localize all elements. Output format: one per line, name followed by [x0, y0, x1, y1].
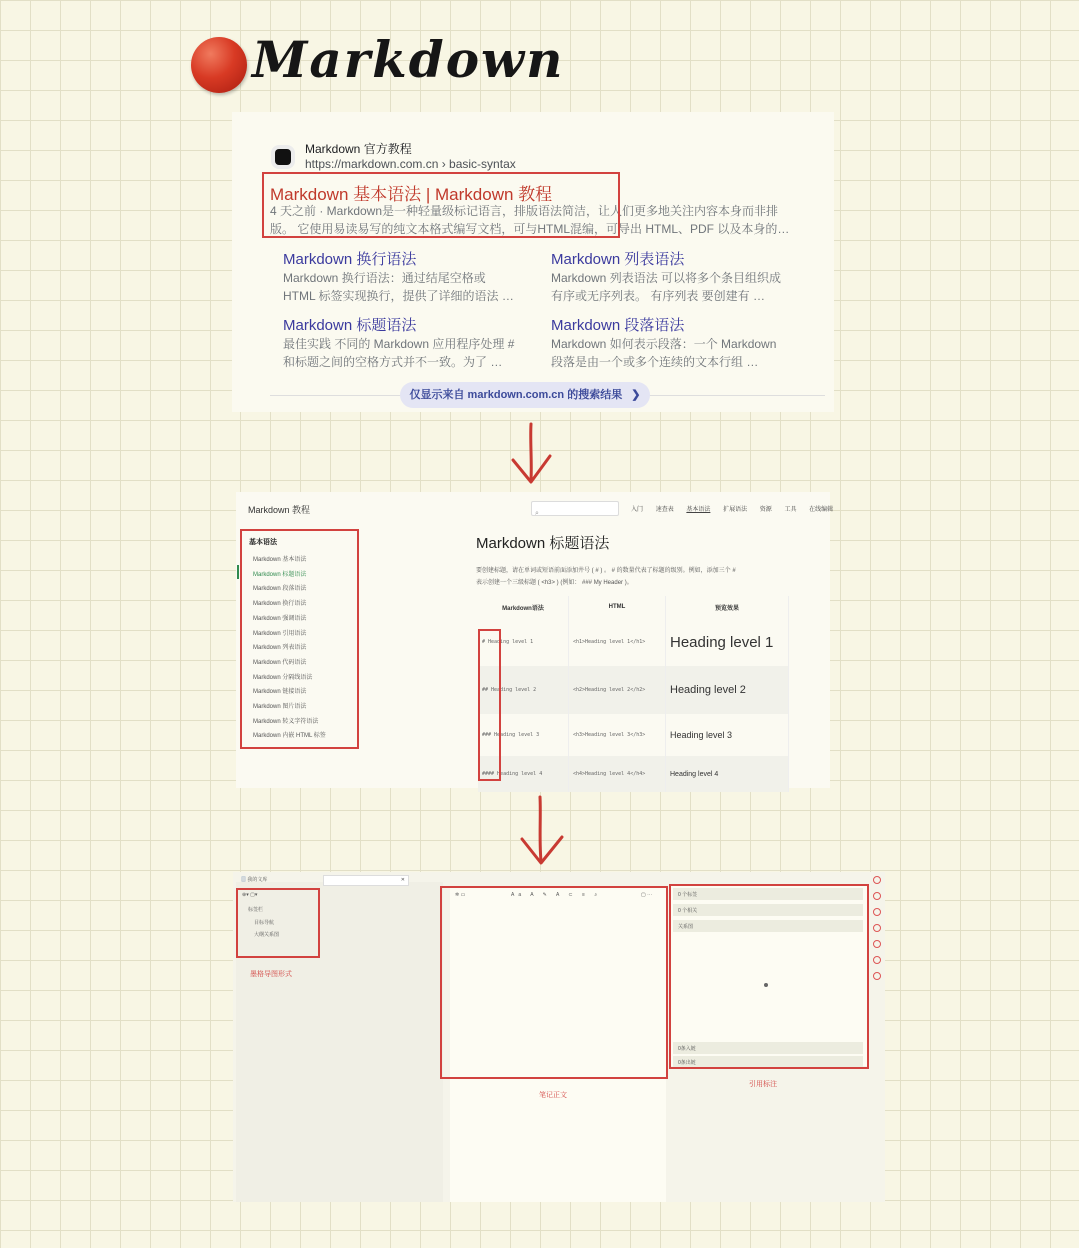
nav-item[interactable]: 基本语法 — [686, 507, 711, 513]
sidebar-item[interactable]: Markdown 基本语法 — [253, 557, 307, 563]
site-url[interactable]: https://markdown.com.cn › basic-syntax — [305, 157, 516, 171]
snippet-line: 版。 它使用易读易写的纯文本格式编写文档，可与HTML混编，可导出 HTML、PDF 以及本身的… — [270, 222, 790, 236]
sidebar-item[interactable]: Markdown 列表语法 — [253, 645, 307, 652]
caption-center: 笔记正文 — [539, 1092, 567, 1099]
sidebar-item[interactable]: Markdown 转义字符语法 — [253, 718, 319, 725]
tab-input[interactable] — [323, 875, 409, 886]
format-toolbar[interactable]: Aa A ✎ A ⊂ ≡ ⌕ — [511, 892, 602, 898]
sidebar-item[interactable]: Markdown 内嵌 HTML 标签 — [253, 733, 326, 740]
intro-line: 要创建标题，请在单词或短语前面添加井号 ( # ) 。 # 的数量代表了标题的级别。例如，添加三个 # — [476, 568, 736, 574]
caption-left: 墨格导图形式 — [250, 971, 292, 978]
md-cell: # Heading level 1 — [478, 618, 569, 666]
sidebar-item[interactable]: Markdown 代码语法 — [253, 659, 307, 666]
sublink-desc: Markdown 列表语法 可以将多个条目组织成 — [551, 271, 782, 285]
site-favicon-icon — [275, 149, 291, 165]
search-icon: ⌕ — [535, 510, 539, 517]
sidebar-item[interactable]: Markdown 图片语法 — [253, 704, 307, 710]
table-header: 预览效果 — [666, 596, 789, 618]
vault-label: 我的文库 — [247, 877, 268, 883]
highlight-box — [262, 172, 620, 238]
panel-row[interactable]: 0 个相关 — [673, 904, 863, 916]
vault-icon: ▥ — [241, 877, 247, 883]
toolbar-icons[interactable]: ⊕▾ ▢▾ — [242, 892, 258, 898]
sublink-paragraph[interactable] — [551, 314, 791, 371]
sublink-title[interactable]: Markdown 段落语法 — [551, 317, 685, 334]
tag-icon[interactable] — [873, 892, 881, 900]
outline-icon[interactable] — [873, 940, 881, 948]
down-arrow-icon — [518, 795, 566, 867]
tree-item[interactable]: 目标导航 — [254, 920, 275, 926]
close-icon[interactable]: ✕ — [400, 877, 405, 883]
main-result-link[interactable]: Markdown 基本语法 | Markdown 教程 — [270, 185, 553, 204]
sidebar-item[interactable]: Markdown 换行语法 — [253, 601, 307, 608]
more-results-button[interactable] — [400, 382, 650, 408]
nav-item[interactable]: 速查表 — [655, 507, 674, 513]
sublink-heading[interactable] — [283, 314, 523, 371]
sidebar-highlight-box — [240, 529, 359, 749]
hash-highlight-box — [478, 629, 501, 781]
sidebar-item-active[interactable]: Markdown 标题语法 — [253, 571, 307, 578]
search-input[interactable] — [531, 501, 619, 516]
table-row — [478, 714, 789, 756]
html-cell: <h3>Heading level 3</h3> — [569, 714, 666, 756]
nav-item[interactable]: 工具 — [784, 507, 797, 513]
sidebar-heading: 基本语法 — [249, 539, 277, 546]
nav-item[interactable]: 在线编辑 — [809, 507, 834, 513]
sidebar-item[interactable]: Markdown 引用语法 — [253, 630, 307, 637]
md-cell: #### Heading level 4 — [478, 756, 569, 792]
site-name: Markdown 官方教程 — [305, 142, 412, 156]
panel-row[interactable]: 0 个标签 — [673, 888, 863, 900]
caption-right: 引用标注 — [749, 1081, 777, 1088]
preview-cell: Heading level 3 — [666, 714, 789, 756]
vault-name[interactable] — [241, 876, 267, 883]
tree-highlight-box — [236, 888, 320, 958]
tutorial-page-panel — [236, 492, 834, 788]
nav-item[interactable]: 入门 — [631, 507, 644, 513]
editor-highlight-box — [440, 886, 668, 1079]
sublink-list[interactable] — [551, 248, 791, 305]
panel-row[interactable]: 关系图 — [673, 920, 863, 932]
sidebar-item[interactable]: Markdown 段落语法 — [253, 586, 307, 593]
sublink-desc: HTML 标签实现换行，提供了详细的语法 … — [283, 289, 514, 303]
refresh-icon[interactable] — [873, 876, 881, 884]
article-intro — [476, 565, 806, 589]
page-title: Markdown — [252, 30, 565, 89]
settings-icon[interactable] — [873, 956, 881, 964]
table-header: Markdown语法 — [478, 596, 569, 618]
html-cell: <h4>Heading level 4</h4> — [569, 756, 666, 792]
table-row — [478, 666, 789, 714]
preview-cell: Heading level 2 — [666, 666, 789, 714]
backlinks-highlight-box — [669, 884, 869, 1069]
snippet-line: 4 天之前 · Markdown是一种轻量级标记语言，排版语法简洁，让人们更多地关注内容本身而非排 — [270, 204, 779, 218]
sublink-desc: Markdown 换行语法：通过结尾空格或 — [283, 271, 486, 285]
top-nav — [631, 504, 844, 513]
sidebar-item[interactable]: Markdown 强调语法 — [253, 615, 307, 622]
sublink-desc: Markdown 如何表示段落：一个 Markdown — [551, 337, 777, 351]
active-indicator — [237, 565, 239, 579]
more-results-label: 仅显示来自 markdown.com.cn 的搜索结果 — [409, 389, 623, 401]
down-arrow-icon — [508, 422, 554, 486]
search-result-panel — [232, 112, 834, 412]
sublink-title[interactable]: Markdown 标题语法 — [283, 317, 417, 334]
sublink-desc: 有序或无序列表。 有序列表 要创建有 … — [551, 289, 766, 303]
sublink-desc: 段落是由一个或多个连续的文本行组 … — [551, 355, 759, 369]
info-icon[interactable] — [873, 972, 881, 980]
note-app-panel — [233, 872, 885, 1202]
tree-item[interactable]: 大纲关系图 — [254, 932, 280, 938]
panel-row[interactable]: 0条入链 — [673, 1042, 863, 1054]
chevron-right-icon: ❯ — [631, 389, 641, 401]
nav-item[interactable]: 扩展语法 — [723, 507, 748, 513]
article-title: Markdown 标题语法 — [476, 535, 610, 552]
sublink-title[interactable]: Markdown 列表语法 — [551, 251, 685, 268]
tree-item[interactable]: 标签栏 — [248, 907, 264, 913]
sublink-desc: 最佳实践 不同的 Markdown 应用程序处理 # — [283, 337, 515, 351]
editor-more-icons[interactable]: ▢ ⋯ — [641, 892, 653, 898]
preview-cell: Heading level 4 — [666, 756, 789, 792]
sublink-title[interactable]: Markdown 换行语法 — [283, 251, 417, 268]
link-icon[interactable] — [873, 908, 881, 916]
editor-nav-icons[interactable]: ✲ ▭ — [455, 892, 466, 898]
sidebar-item[interactable]: Markdown 链接语法 — [253, 689, 307, 696]
site-brand[interactable]: Markdown 教程 — [248, 505, 311, 515]
red-ball-icon — [191, 37, 247, 93]
intro-line: 表示创建一个三级标题 ( <h3> ) (例如： ### My Header )。 — [476, 580, 633, 586]
graph-icon[interactable] — [873, 924, 881, 932]
md-cell: ## Heading level 2 — [478, 666, 569, 714]
md-cell: ### Heading level 3 — [478, 714, 569, 756]
table-row — [478, 756, 789, 792]
sublink-linebreak[interactable] — [283, 248, 523, 305]
html-cell: <h2>Heading level 2</h2> — [569, 666, 666, 714]
syntax-table — [478, 596, 789, 792]
sidebar-item[interactable]: Markdown 分隔线语法 — [253, 674, 313, 681]
nav-item[interactable]: 资源 — [759, 507, 772, 513]
table-row — [478, 618, 789, 666]
sublink-desc: 和标题之间的空格方式并不一致。为了 … — [283, 355, 503, 369]
preview-cell: Heading level 1 — [666, 618, 789, 666]
table-header: HTML — [569, 596, 666, 618]
html-cell: <h1>Heading level 1</h1> — [569, 618, 666, 666]
panel-row[interactable]: 0条出链 — [673, 1056, 863, 1068]
